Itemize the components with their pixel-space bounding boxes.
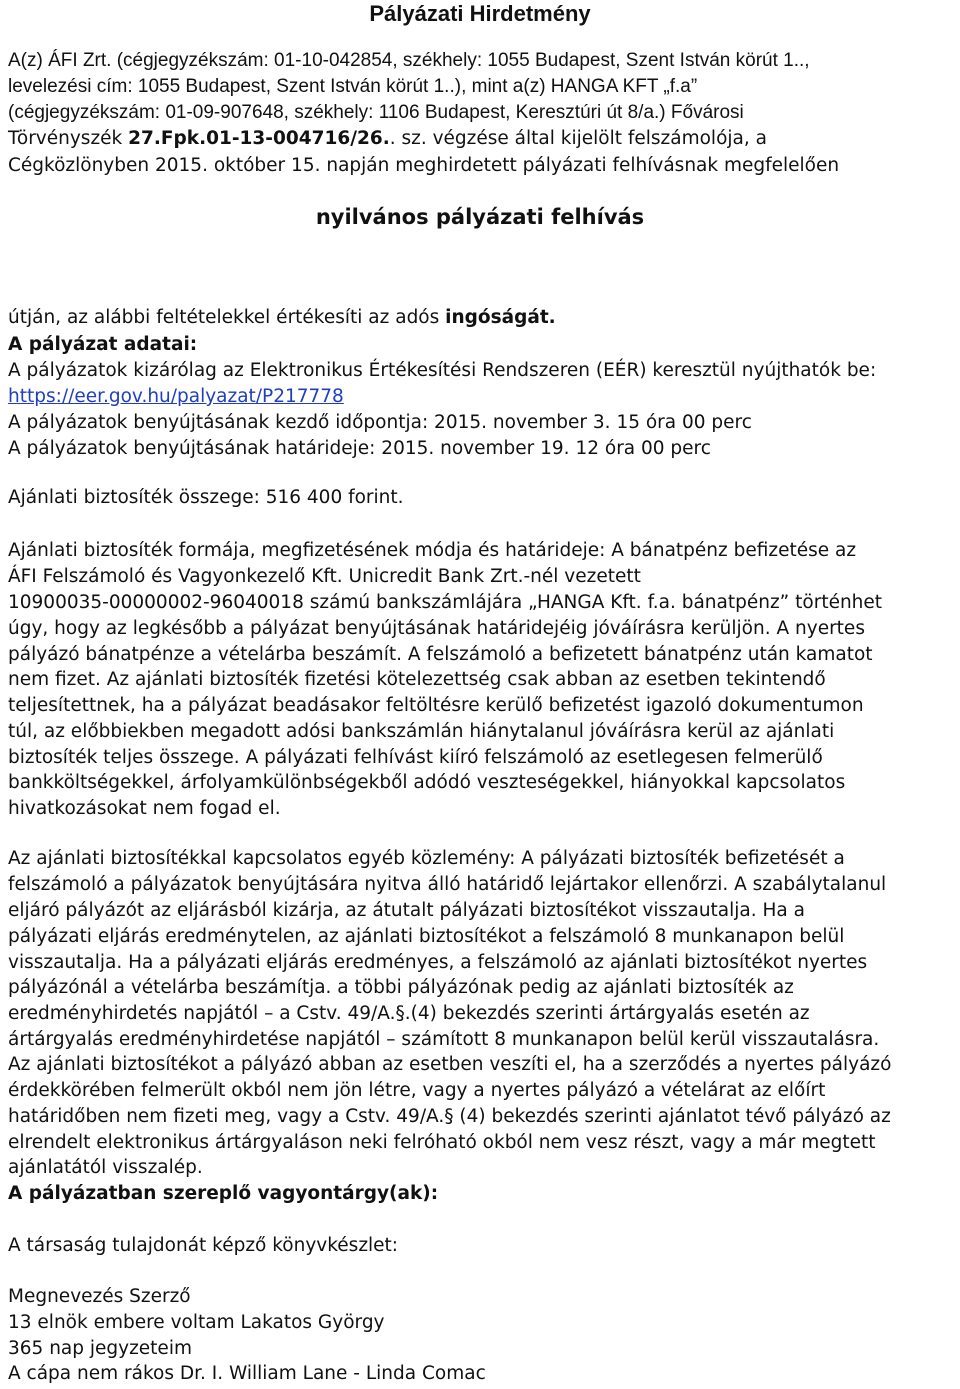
intro-line-1: A(z) ÁFI Zrt. (cégjegyzékszám: 01-10-042854, székhely: 1055 Budapest, Szent István körút 1.., — [8, 50, 810, 71]
deposit-form-line: úgy, hogy az legkésőbb a pályázat benyújtásának határidejéig jóváírásra kerüljön. A nyertes — [8, 618, 865, 639]
deposit-form-line: teljesítettnek, ha a pályázat beadásakor feltöltésre kerülő befizetést igazoló dokumentumon — [8, 695, 864, 716]
submission-start: A pályázatok benyújtásának kezdő időpontja: 2015. november 3. 15 óra 00 perc — [8, 412, 752, 433]
court-name: Törvényszék — [8, 128, 129, 149]
deposit-form-line: hivatkozásokat nem fogad el. — [8, 798, 281, 819]
route-line — [8, 306, 556, 330]
other-notice-line: eredményhirdetés napjától – a Cstv. 49/A.§.(4) bekezdés szerinti ártárgyalás esetén az — [8, 1003, 810, 1024]
other-notice-line: határidőben nem fizeti meg, vagy a Cstv. 49/A.§ (4) bekezdés szerinti ajánlatot tévő pályázó az — [8, 1106, 891, 1127]
route-bold: ingóságát. — [445, 307, 556, 328]
assets-table-header: Megnevezés Szerző — [8, 1286, 191, 1307]
other-notice-line: pályázónál a vételárba beszámítja. a többi pályázónak pedig az ajánlati biztosíték az — [8, 977, 794, 998]
case-number: 27.Fpk.01-13-004716/26. — [128, 128, 390, 149]
intro-line-2: levelezési cím: 1055 Budapest, Szent István körút 1..), mint a(z) HANGA KFT „f.a” — [8, 76, 698, 97]
deposit-form-line: Ajánlati biztosíték formája, megfizetésének módja és határideje: A bánatpénz befizetése az — [8, 540, 857, 561]
submission-deadline: A pályázatok benyújtásának határideje: 2015. november 19. 12 óra 00 perc — [8, 438, 711, 459]
eer-link[interactable]: https://eer.gov.hu/palyazat/P217778 — [8, 386, 344, 407]
deposit-form-line: nem fizet. Az ajánlati biztosíték fizetési kötelezettség csak abban az esetben tekintendő — [8, 669, 826, 690]
deposit-form-line: bankköltségekkel, árfolyamkülönbségekből adódó veszteségekkel, hiányokkal kapcsolatos — [8, 772, 846, 793]
other-notice-line: felszámoló a pályázatok benyújtására nyitva álló határidő lejártakor ellenőrzi. A szabálytalanul — [8, 874, 887, 895]
deposit-form-line: túl, az előbbiekben megadott adósi bankszámlán hiánytalanul jóváírásra kerül az ajánlati — [8, 721, 835, 742]
public-tender-heading: nyilvános pályázati felhívás — [315, 205, 645, 229]
other-notice-line: érdekkörében felmerült okból nem jön létre, vagy a nyertes pályázó a vételárat az előírt — [8, 1080, 826, 1101]
asset-item: 365 nap jegyzeteim — [8, 1338, 192, 1359]
page-title: Pályázati Hirdetmény — [369, 1, 591, 26]
deposit-amount: Ajánlati biztosíték összege: 516 400 forint. — [8, 487, 404, 508]
asset-item: 13 elnök embere voltam Lakatos György — [8, 1312, 385, 1333]
deposit-form-line: 10900035-00000002-96040018 számú bankszámlájára „HANGA Kft. f.a. bánatpénz” történhet — [8, 592, 883, 613]
other-notice-line: ajánlatától visszalép. — [8, 1157, 203, 1178]
eer-link-line — [8, 385, 344, 409]
asset-item: A cápa nem rákos Dr. I. William Lane - Linda Comac — [8, 1363, 486, 1384]
other-notice-line: Az ajánlati biztosítékkal kapcsolatos egyéb közlemény: A pályázati biztosíték befizetését a — [8, 848, 845, 869]
other-notice-line: eljáró pályázót az eljárásból kizárja, az átutalt pályázati biztosítékot visszautalja. Ha a — [8, 900, 805, 921]
deposit-form-line: ÁFI Felszámoló és Vagyonkezelő Kft. Unicredit Bank Zrt.-nél vezetett — [8, 566, 641, 587]
intro-line-4-rest: . sz. végzése által kijelölt felszámolója, a — [389, 128, 767, 149]
other-notice-line: visszautalja. Ha a pályázati eljárás eredményes, a felszámoló az ajánlati biztosítékot nyertes — [8, 952, 868, 973]
intro-line-3: (cégjegyzékszám: 01-09-907648, székhely: 1106 Budapest, Keresztúri út 8/a.) Fővárosi — [8, 102, 744, 123]
deposit-form-line: biztosíték teljes összege. A pályázati felhívást kiíró felszámoló az esetlegesen felmerülő — [8, 747, 823, 768]
other-notice-line: elrendelt elektronikus ártárgyaláson neki felróható okból nem vesz részt, vagy a már megtett — [8, 1132, 876, 1153]
eer-line: A pályázatok kizárólag az Elektronikus Értékesítési Rendszeren (EÉR) keresztül nyújthatók be: — [8, 360, 877, 381]
assets-intro: A társaság tulajdonát képző könyvkészlet: — [8, 1235, 399, 1256]
other-notice-line: pályázati eljárás eredménytelen, az ajánlati biztosítékot a felszámoló 8 munkanapon belül — [8, 926, 845, 947]
other-notice-line: Az ajánlati biztosítékot a pályázó abban az esetben veszíti el, ha a szerződés a nyertes pályázó — [8, 1054, 892, 1075]
tender-data-heading: A pályázat adatai: — [8, 334, 198, 355]
deposit-form-line: pályázó bánatpénze a vételárba beszámít. A felszámoló a befizetett bánatpénz után kamatot — [8, 644, 873, 665]
route-text: útján, az alábbi feltételekkel értékesíti az adós — [8, 307, 446, 328]
assets-heading: A pályázatban szereplő vagyontárgy(ak): — [8, 1183, 439, 1204]
intro-line-5: Cégközlönyben 2015. október 15. napján meghirdetett pályázati felhívásnak megfelelően — [8, 155, 840, 176]
intro-line-4 — [8, 127, 767, 151]
other-notice-line: ártárgyalás eredményhirdetése napjától – számított 8 munkanapon belül kerül visszautalásra. — [8, 1029, 880, 1050]
